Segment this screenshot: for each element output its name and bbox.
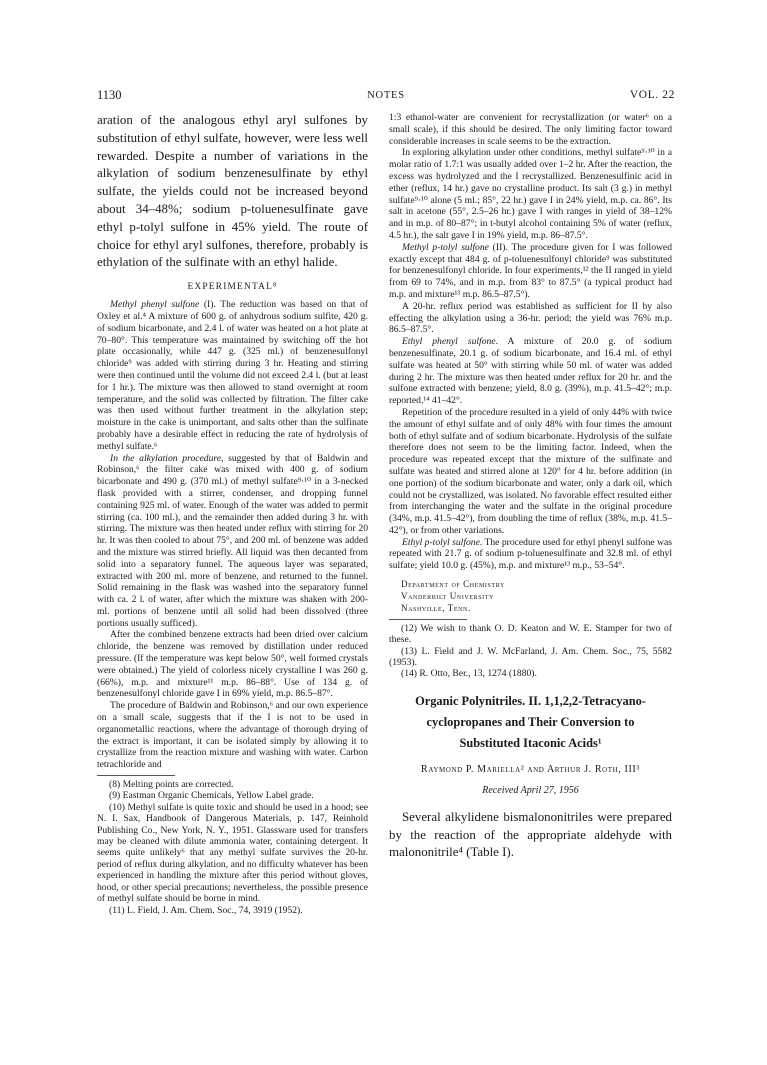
methyl-phenyl-sulfone-paragraph <box>97 299 368 452</box>
footnote: (12) We wish to thank O. D. Keaton and W. E. Stamper for two of these. <box>389 622 672 646</box>
footnote-rule <box>97 775 175 776</box>
paragraph-lead: Methyl phenyl sulfone <box>110 299 200 311</box>
paragraph-text: (I). The reduction was based on that of Oxley et al.⁴ A mixture of 600 g. of anhydrous sodium sulfite, 420 g. of sodium bicarbonate, and 2.4 l. of water was heated on a hot plate at 70–80°. This temperature was maintained by switching off the hot plate occasionally, while 447 g. (325 ml.) of benzenesulfonyl chloride⁹ was added with stirring during 3 hr. Heating and stirring were then continued until the volume did not exceed 2.4 l. (but at least for 1 hr.). The mixture was then allowed to stand overnight at room temperature, and the solid was collected by filtration. The filter cake was then used without further treatment in the alkylation step; moisture in the cake is unimportant, and salts other than the sulfinate probably have a desirable effect in reducing the rate of hydrolysis of methyl sulfate.⁶ <box>97 299 368 452</box>
affiliation-line: Nashville, Tenn. <box>401 603 471 614</box>
footnotes-right <box>389 623 672 680</box>
experimental-heading: EXPERIMENTAL⁸ <box>187 282 278 293</box>
right-column <box>389 112 672 862</box>
intro-paragraph: aration of the analogous ethyl aryl sulfones by substitution of ethyl sulfate, however, were less well rewarded. Despite a number of variations in the alkylation of sodium benzenesulfinate by ethyl sulfate, the yields could not be increased beyond about 34–48%; sodium p-toluenesulfinate gave ethyl p-tolyl sulfone in 45% yield. The route of choice for ethyl aryl sulfones, therefore, probably is ethylation of the sulfinate with an ethyl halide. <box>97 113 368 270</box>
ethyl-phenyl-sulfone-paragraph <box>389 336 672 407</box>
reflux-period-paragraph: A 20-hr. reflux period was established as sufficient for II by also effecting the alkylation using a 36-hr. period; the yield was 76% m.p. 86.5–87.5°. <box>389 300 672 336</box>
footnote: (10) Methyl sulfate is quite toxic and should be used in a hood; see N. I. Sax, Handbook of Dangerous Materials, p. 147, Reinhold Publishing Co., New York, N. Y., 1951. Glassware used for transfers may be cleaned with dilute ammonia water, containing detergent. It seems quite unlikely⁶ that any methyl sulfate survives the 20-hr. period of reflux during alkylation, and no difficulty whatever has been experienced in handling the mixture after this period without gloves, hood, or other special precautions; nevertheless, the possible presence of methyl sulfate should be borne in mind. <box>97 801 368 905</box>
article-opening-paragraph: Several alkylidene bismalononitriles were prepared by the reaction of the appropriate aldehyde with malononitrile⁴ (Table I). <box>389 809 672 860</box>
baldwin-paragraph: The procedure of Baldwin and Robinson,⁶ and our own experience on a small scale, suggests that if the I is not to be used in organometallic reactions, where the advantage of thorough drying of the extract is important, it can be isolated simply by allowing it to crystallize from the reaction mixture and washing with water. Carbon tetrachloride and <box>97 700 368 771</box>
footnote: (14) R. Otto, Ber., 13, 1274 (1880). <box>401 668 537 680</box>
workup-paragraph: After the combined benzene extracts had been dried over calcium chloride, the benzene was removed by distillation under reduced pressure. (If the temperature was kept below 50°, well formed crystals were obtained.) The yield of colorless nicely crystalline I was 260 g. (66%), m.p. and mixture¹¹ m.p. 86–88°. Use of 134 g. of benzenesulfonyl chloride gave I in 69% yield, m.p. 86.5–87°. <box>97 629 368 700</box>
page-number: 1130 <box>97 88 122 102</box>
running-title: NOTES <box>367 90 405 101</box>
received-date: Received April 27, 1956 <box>482 784 579 796</box>
page-header <box>97 88 675 106</box>
footnote: (13) L. Field and J. W. McFarland, J. Am. Chem. Soc., 75, 5582 (1953). <box>389 645 672 668</box>
article-title-line: Substituted Itaconic Acids¹ <box>459 735 602 750</box>
paragraph-text: . The procedure used for ethyl phenyl sulfone was repeated with 21.7 g. of sodium p-toluenesulfinate and 32.8 ml. of ethyl sulfate; yield 10.0 g. (45%), m.p. and mixture¹³ m.p., 53–54°. <box>389 536 672 572</box>
other-conditions-paragraph: In exploring alkylation under other conditions, methyl sulfate⁹·¹⁰ in a molar ratio of 1.7:1 was usually added over 1–2 hr. After the reaction, the excess was hydrolyzed and the I recrystallized. Benzenesulfinic acid in ether (reflux, 14 hr.) gave no crystalline product. Its salt (3 g.) in methyl sulfate⁹·¹⁰ alone (5 ml.; 85°, 22 hr.) gave I in 24% yield, m.p. ca. 86°. Its salt in acetone (55°, 2.5–26 hr.) gave I with ranges in yield of 38–12% and in m.p. of 80–87°; in t-butyl alcohol containing 5% of water (reflux, 4.5 hr.), the salt gave I in 19% yield, m.p. 86–87.5°. <box>389 147 672 241</box>
repetition-paragraph: Repetition of the procedure resulted in a yield of only 44% with twice the amount of ethyl sulfate and of only 48% with four times the amount both of ethyl sulfate and of sodium bicarbonate. Hydrolysis of the sulfate therefore does not seem to be the limiting factor. Indeed, when the procedure was repeated except that the mixture of the sulfinate and sulfate was heated and stirred alone at 120° for 4 hr. before addition (in one portion) of the sodium bicarbonate and water, only a dark oil, which could not be crystallized, was isolated. No favorable effect resulted either from interchanging the water and the sulfate in the original procedure (34%, m.p. 41.5–42°), from doubling the time of reflux (38%, m.p. 41.5–42°), or from other variations. <box>389 406 672 536</box>
footnote: (8) Melting points are corrected. <box>109 779 234 791</box>
paragraph-text: (II). The procedure given for I was followed exactly except that 484 g. of p-toluenesulfonyl chloride⁹ was substituted for benzenesulfonyl chloride. In four experiments,¹² the II ranged in yield from 69 to 74%, and in m.p. from 83° to 87.5° (a typical product had m.p. and mixture¹³ m.p. 86.5–87.5°). <box>389 241 672 300</box>
article-title <box>389 691 672 754</box>
affiliation-line: Department of Chemistry <box>401 579 505 590</box>
paragraph-lead: Methyl p-tolyl sulfone <box>402 241 489 253</box>
article-authors: Raymond P. Mariella² and Arthur J. Roth, III³ <box>421 763 640 775</box>
volume-label: VOL. 22 <box>629 89 675 101</box>
recrystallization-paragraph: 1:3 ethanol-water are convenient for recrystallization (or water⁶ on a small scale), if this should be desired. The only limiting factor toward considerable increases in scale seems to be the extraction. <box>389 112 672 147</box>
paragraph-text: , suggested by that of Baldwin and Robinson,⁶ the filter cake was mixed with 400 g. of sodium bicarbonate and 490 g. (370 ml.) of methyl sulfate⁹·¹⁰ in a 3-necked flask provided with a stirrer, condenser, and dropping funnel containing 925 ml. of water. Enough of the water was added to permit stirring (ca. 100 ml.), and the remainder then added during 3 hr. with stirring. The mixture was then heated under reflux with stirring for 20 hr. It was then cooled to about 75°, and 200 ml. of benzene was added and the mixture was stirred briefly. All liquid was then decanted from solid into a separatory funnel. The aqueous layer was separated, extracted with 200 ml. more of benzene, and returned to the funnel. Solid remaining in the flask was washed into the separatory funnel with ca. 2 l. of water, after which the mixture was shaken with 200-ml. portions of benzene until all solid had been dissolved (three portions usually sufficed). <box>97 452 368 629</box>
footnote: (9) Eastman Organic Chemicals, Yellow Label grade. <box>109 790 314 802</box>
affiliation-line: Vanderbilt University <box>401 591 494 602</box>
alkylation-paragraph <box>97 453 368 630</box>
footnotes-left <box>97 779 368 916</box>
article-title-line: cyclopropanes and Their Conversion to <box>426 714 635 729</box>
article-title-line: Organic Polynitriles. II. 1,1,2,2-Tetracyano- <box>415 693 646 708</box>
ethyl-p-tolyl-sulfone-paragraph <box>389 537 672 572</box>
methyl-p-tolyl-sulfone-paragraph <box>389 242 672 301</box>
paragraph-text: . A mixture of 20.0 g. of sodium benzenesulfinate, 20.1 g. of sodium bicarbonate, and 16.4 ml. of ethyl sulfate was heated at 50° with stirring while 50 ml. of water was added during 2 hr. The mixture was then heated under reflux for 20 hr. and the sulfone extracted with benzene; yield, 8.0 g. (39%), m.p. 41.5–42°; m.p. reported,¹⁴ 41–42°. <box>389 336 672 407</box>
affiliation <box>401 578 672 615</box>
left-column <box>97 112 368 916</box>
footnote-rule <box>389 619 467 620</box>
footnote: (11) L. Field, J. Am. Chem. Soc., 74, 3919 (1952). <box>109 904 303 916</box>
paragraph-lead: In the alkylation procedure <box>110 452 221 464</box>
paragraph-lead: Ethyl p-tolyl sulfone <box>402 536 480 548</box>
paragraph-lead: Ethyl phenyl sulfone <box>402 336 496 348</box>
